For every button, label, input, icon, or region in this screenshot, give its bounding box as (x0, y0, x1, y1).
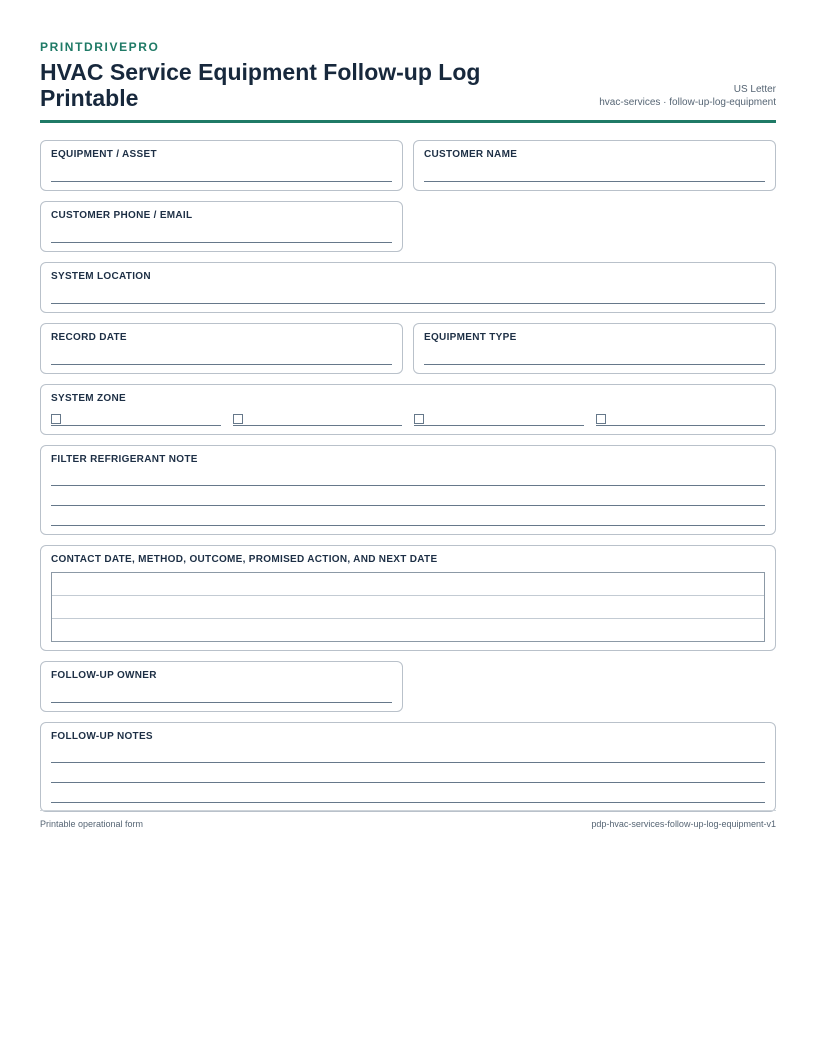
header-rule (40, 120, 776, 123)
grid-spacer (413, 201, 776, 252)
write-line[interactable] (424, 161, 765, 182)
contact-log-table (51, 572, 765, 642)
field-label: FILTER REFRIGERANT NOTE (51, 454, 198, 465)
checkbox[interactable] (51, 414, 61, 424)
table-row[interactable] (52, 619, 764, 641)
footer-left: Printable operational form (40, 819, 144, 829)
field-label: CUSTOMER NAME (424, 149, 518, 160)
write-line[interactable] (51, 743, 765, 763)
header-meta (599, 83, 776, 111)
field-equipment-asset (40, 140, 403, 191)
field-label: FOLLOW-UP OWNER (51, 670, 157, 681)
footer-right: pdp-hvac-services-follow-up-log-equipment-v1 (591, 819, 776, 829)
field-system-zone (40, 384, 776, 435)
checkbox[interactable] (233, 414, 243, 424)
field-label: CONTACT DATE, METHOD, OUTCOME, PROMISED ACTION, AND NEXT DATE (51, 554, 438, 565)
checkbox[interactable] (414, 414, 424, 424)
field-label: CUSTOMER PHONE / EMAIL (51, 210, 193, 221)
field-record-date (40, 323, 403, 374)
page-title: HVAC Service Equipment Follow-up Log Printable (40, 59, 481, 111)
write-line[interactable] (51, 283, 765, 304)
field-followup-owner (40, 661, 403, 712)
write-line[interactable] (51, 783, 765, 803)
form-page (40, 40, 776, 812)
field-label: FOLLOW-UP NOTES (51, 731, 153, 742)
field-label: EQUIPMENT TYPE (424, 332, 517, 343)
checkbox[interactable] (596, 414, 606, 424)
write-line[interactable] (51, 763, 765, 783)
field-customer-name (413, 140, 776, 191)
table-row[interactable] (52, 596, 764, 619)
write-line[interactable] (51, 682, 392, 703)
write-line[interactable] (51, 161, 392, 182)
form-grid (40, 140, 776, 812)
field-followup-notes (40, 722, 776, 812)
form-path: hvac-services · follow-up-log-equipment (599, 97, 776, 108)
zone-option (233, 411, 403, 426)
field-system-location (40, 262, 776, 313)
brand-name: PRINTDRIVEPRO (40, 40, 160, 54)
table-row[interactable] (52, 573, 764, 596)
header (40, 59, 776, 111)
field-label: EQUIPMENT / ASSET (51, 149, 157, 160)
write-line[interactable] (424, 344, 765, 365)
zone-checklist (51, 411, 765, 426)
field-label: RECORD DATE (51, 332, 127, 343)
field-customer-contact (40, 201, 403, 252)
field-equipment-type (413, 323, 776, 374)
field-contact-log (40, 545, 776, 651)
field-label: SYSTEM ZONE (51, 393, 126, 404)
grid-spacer (413, 661, 776, 712)
write-line[interactable] (51, 344, 392, 365)
zone-option (51, 411, 221, 426)
paper-size: US Letter (733, 84, 776, 95)
field-filter-refrigerant-note (40, 445, 776, 535)
write-line[interactable] (51, 466, 765, 486)
footer (40, 810, 776, 829)
field-label: SYSTEM LOCATION (51, 271, 151, 282)
zone-option (414, 411, 584, 426)
write-line[interactable] (51, 506, 765, 526)
write-line[interactable] (51, 222, 392, 243)
write-line[interactable] (51, 486, 765, 506)
zone-option (596, 411, 766, 426)
